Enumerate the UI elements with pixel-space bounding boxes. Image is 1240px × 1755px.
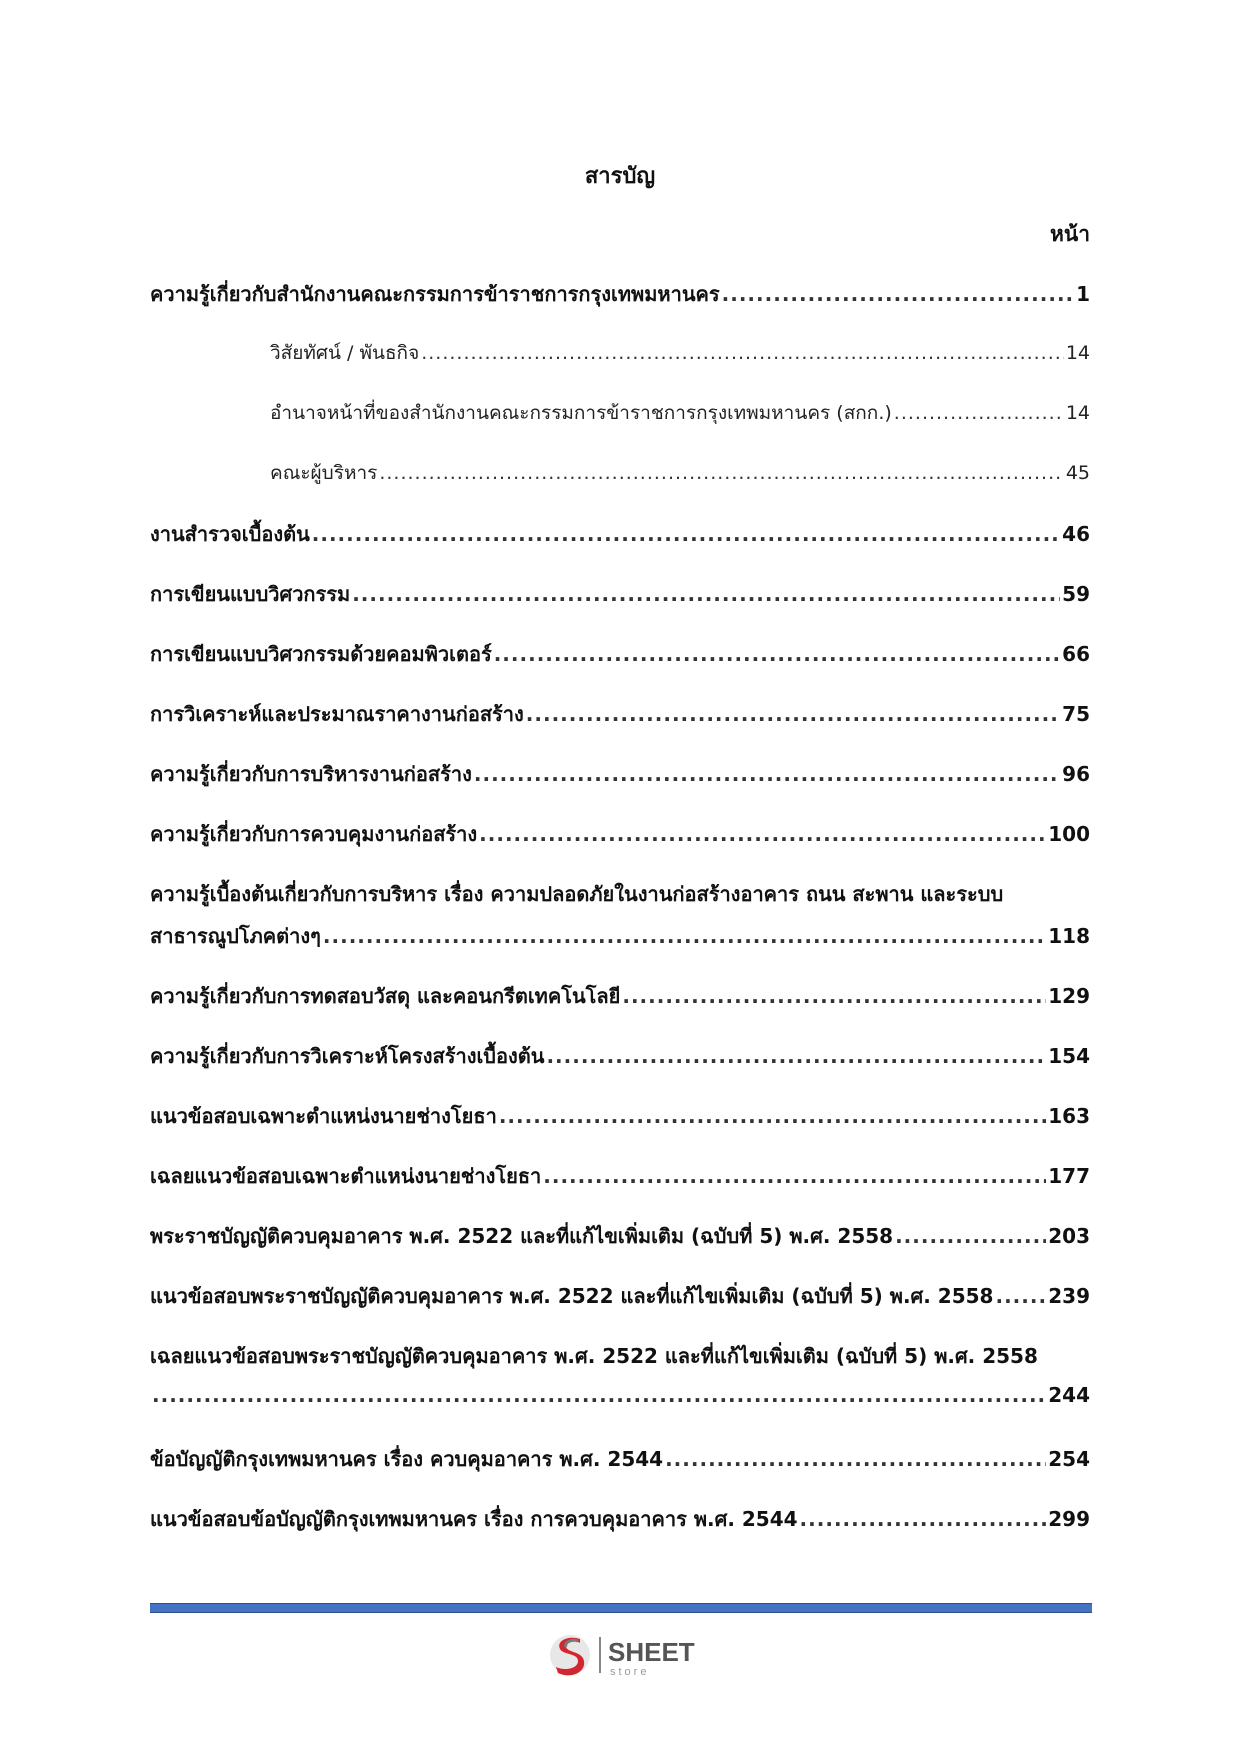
toc-subentry[interactable]: [270, 458, 1090, 488]
toc-entry-label: คณะผู้บริหาร: [270, 462, 378, 484]
dot-leader: [895, 1224, 1046, 1248]
dot-leader: [800, 1507, 1047, 1531]
toc-entry-label: ความรู้เกี่ยวกับการควบคุมงานก่อสร้าง: [150, 822, 478, 846]
toc-entry[interactable]: [150, 638, 1090, 670]
dot-leader: [526, 702, 1060, 726]
toc-entry-label: การวิเคราะห์และประมาณราคางานก่อสร้าง: [150, 702, 524, 726]
toc-entry[interactable]: [150, 698, 1090, 730]
toc-entry-page: 203: [1048, 1224, 1090, 1248]
dot-leader: [352, 582, 1060, 606]
toc-entry-label-line2: สาธารณูปโภคต่างๆ: [150, 924, 321, 948]
toc-entry-page: 14: [1065, 342, 1090, 364]
svg-text:SHEET: SHEET: [608, 1637, 695, 1667]
svg-text:store: store: [610, 1666, 650, 1678]
toc-entry-page: 118: [1048, 924, 1090, 948]
toc-entry-label: แนวข้อสอบพระราชบัญญัติควบคุมอาคาร พ.ศ. 2522 และที่แก้ไขเพิ่มเติม (ฉบับที่ 5) พ.ศ. 2558: [150, 1284, 994, 1308]
toc-entry-label: งานสำรวจเบื้องต้น: [150, 522, 310, 546]
toc-entry[interactable]: [150, 518, 1090, 550]
page-title: สารบัญ: [584, 164, 656, 189]
toc-entry[interactable]: [150, 1160, 1090, 1192]
dot-leader: [474, 762, 1060, 786]
toc-entry-label: ความรู้เกี่ยวกับการวิเคราะห์โครงสร้างเบื้องต้น: [150, 1044, 545, 1068]
toc-entry-label-line1: เฉลยแนวข้อสอบพระราชบัญญัติควบคุมอาคาร พ.ศ. 2522 และที่แก้ไขเพิ่มเติม (ฉบับที่ 5) พ.ศ. 2558: [150, 1344, 1038, 1368]
toc-entry-page: 299: [1048, 1507, 1090, 1531]
sheet-store-logo: [548, 1627, 728, 1682]
logo-graphic: [548, 1627, 728, 1682]
toc-entry-label: แนวข้อสอบข้อบัญญัติกรุงเทพมหานคร เรื่อง การควบคุมอาคาร พ.ศ. 2544: [150, 1507, 798, 1531]
toc-entry-page: 14: [1065, 402, 1090, 424]
toc-entry-page: 177: [1048, 1164, 1090, 1188]
toc-entry-page: 96: [1062, 762, 1090, 786]
toc-entry-page: 239: [1048, 1284, 1090, 1308]
toc-entry[interactable]: [150, 818, 1090, 850]
dot-leader: [894, 402, 1064, 424]
toc-entry-page: 254: [1048, 1447, 1090, 1471]
dot-leader: [665, 1447, 1046, 1471]
dot-leader: [479, 822, 1046, 846]
dot-leader: [312, 522, 1060, 546]
toc-entry-label: แนวข้อสอบเฉพาะตำแหน่งนายช่างโยธา: [150, 1104, 497, 1128]
toc-entry-page: 59: [1062, 582, 1090, 606]
toc-entry-label: การเขียนแบบวิศวกรรมด้วยคอมพิวเตอร์: [150, 642, 492, 666]
toc-entry-label: การเขียนแบบวิศวกรรม: [150, 582, 351, 606]
toc-entry-label-line1: ความรู้เบื้องต้นเกี่ยวกับการบริหาร เรื่อง ความปลอดภัยในงานก่อสร้างอาคาร ถนน สะพาน และระบบ: [150, 882, 1004, 906]
toc-entry[interactable]: [150, 920, 1090, 952]
toc-entry-page: 154: [1048, 1044, 1090, 1068]
dot-leader: [546, 1044, 1046, 1068]
dot-leader: [323, 924, 1046, 948]
toc-entry-page: 45: [1065, 462, 1090, 484]
dot-leader: [622, 984, 1046, 1008]
page-column-header: หน้า: [1050, 222, 1090, 246]
toc-entry[interactable]: [150, 1443, 1090, 1475]
footer-divider: [150, 1603, 1092, 1613]
dot-leader: [421, 342, 1064, 364]
dot-leader: [722, 282, 1074, 306]
toc-entry-page: 46: [1062, 522, 1090, 546]
toc-entry-label: วิสัยทัศน์ / พันธกิจ: [270, 342, 420, 364]
toc-entry-page: 163: [1048, 1104, 1090, 1128]
toc-entry[interactable]: [150, 578, 1090, 610]
toc-subentry[interactable]: [270, 338, 1090, 368]
dot-leader: [379, 462, 1063, 484]
toc-entry-label: ความรู้เกี่ยวกับการทดสอบวัสดุ และคอนกรีตเทคโนโลยี: [150, 984, 621, 1008]
toc-entry[interactable]: [150, 758, 1090, 790]
toc-entry-page: 1: [1076, 282, 1090, 306]
toc-entry[interactable]: [150, 1220, 1090, 1252]
toc-entry[interactable]: [150, 1503, 1090, 1535]
toc-subentry[interactable]: [270, 398, 1090, 428]
toc-entry[interactable]: [150, 1100, 1090, 1132]
toc-entry[interactable]: [150, 980, 1090, 1012]
toc-entry-page: 244: [1048, 1383, 1090, 1407]
toc-entry-label: เฉลยแนวข้อสอบเฉพาะตำแหน่งนายช่างโยธา: [150, 1164, 542, 1188]
toc-entry-label: พระราชบัญญัติควบคุมอาคาร พ.ศ. 2522 และที่แก้ไขเพิ่มเติม (ฉบับที่ 5) พ.ศ. 2558: [150, 1224, 894, 1248]
toc-entry[interactable]: [150, 1280, 1090, 1312]
toc-entry[interactable]: [150, 1040, 1090, 1072]
toc-entry-label: ความรู้เกี่ยวกับสำนักงานคณะกรรมการข้าราชการกรุงเทพมหานคร: [150, 282, 720, 306]
dot-leader: [152, 1383, 1046, 1407]
toc-entry[interactable]: [150, 1383, 1090, 1407]
toc-entry-page: 100: [1048, 822, 1090, 846]
toc-entry-page: 66: [1062, 642, 1090, 666]
dot-leader: [543, 1164, 1046, 1188]
dot-leader: [499, 1104, 1046, 1128]
toc-entry-label: ข้อบัญญัติกรุงเทพมหานคร เรื่อง ควบคุมอาคาร พ.ศ. 2544: [150, 1447, 664, 1471]
toc-entry-label: อำนาจหน้าที่ของสำนักงานคณะกรรมการข้าราชการกรุงเทพมหานคร (สกก.): [270, 402, 892, 424]
toc-entry-label: ความรู้เกี่ยวกับการบริหารงานก่อสร้าง: [150, 762, 472, 786]
dot-leader: [995, 1284, 1046, 1308]
toc-entry-page: 75: [1062, 702, 1090, 726]
toc-entry-page: 129: [1048, 984, 1090, 1008]
toc-entry[interactable]: [150, 278, 1090, 310]
dot-leader: [494, 642, 1060, 666]
